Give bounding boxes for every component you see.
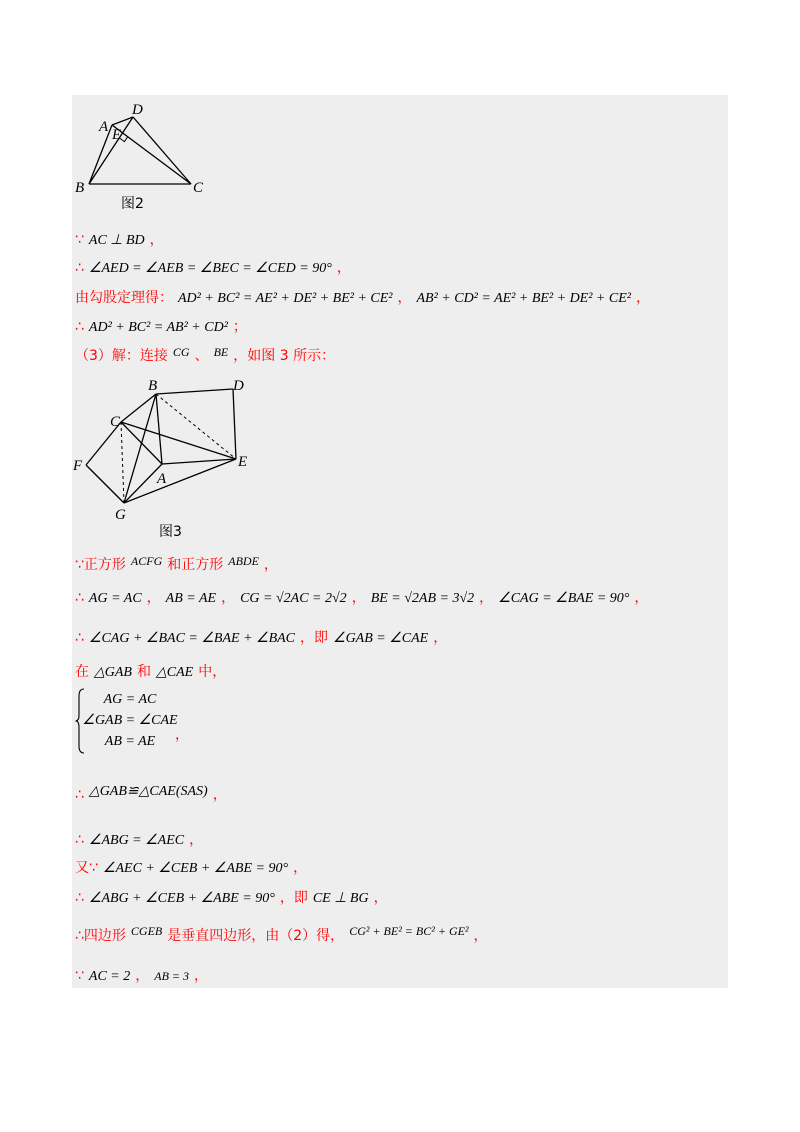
point-label-a: A: [99, 119, 109, 135]
math-expression: AB = 3: [154, 969, 190, 983]
text: 中，: [198, 664, 227, 680]
math-expression: BE: [213, 345, 229, 359]
dashed-segment-cg: [121, 422, 124, 503]
punctuation: ，: [293, 860, 308, 876]
point-label-g: G: [115, 507, 126, 523]
math-expression: ∠AEC + ∠CEB + ∠ABE = 90°: [102, 861, 289, 876]
point-label-d: D: [132, 102, 143, 118]
punctuation: ，: [635, 290, 650, 306]
math-expression: ACFG: [130, 554, 163, 568]
equation-system: [75, 688, 195, 754]
punctuation: ，: [263, 557, 278, 573]
punctuation: ，: [351, 590, 366, 606]
figure-2-caption: 图2: [121, 196, 144, 212]
math-expression: ∠CAG = ∠BAE = 90°: [498, 591, 630, 606]
segment-ge: [124, 459, 236, 503]
punctuation: ；: [232, 319, 247, 335]
solution-line-3: [75, 288, 650, 308]
text: ，如图 3 所示：: [233, 348, 336, 364]
point-label-f: F: [73, 458, 83, 474]
solution-line-2: [75, 258, 351, 278]
system-row: AB = AE: [104, 734, 156, 749]
point-label-b: B: [75, 180, 85, 196]
solution-line-9: [75, 662, 226, 682]
punctuation: ，: [433, 630, 448, 646]
math-expression: CGEB: [130, 924, 163, 938]
math-expression: CG = √2AC = 2√2: [240, 591, 347, 606]
text: ，即: [300, 630, 329, 646]
solution-line-11: [75, 830, 203, 850]
therefore-symbol: ∴: [75, 319, 84, 335]
math-expression: ∠CAG + ∠BAC = ∠BAE + ∠BAC: [88, 631, 296, 646]
dashed-segment-be: [156, 394, 236, 459]
math-expression: ∠ABG = ∠AEC: [88, 833, 185, 848]
therefore-symbol: ∴: [75, 260, 84, 276]
math-expression: ABDE: [228, 554, 259, 568]
system-row: AG = AC: [103, 692, 157, 707]
because-symbol: ∵: [75, 232, 84, 248]
point-label-e: E: [238, 454, 248, 470]
text: 是垂直四边形，由（2）得，: [167, 928, 345, 944]
text: 由勾股定理得：: [75, 290, 173, 306]
punctuation: ，: [473, 928, 488, 944]
point-label-c: C: [193, 180, 204, 196]
solution-line-6: [75, 555, 278, 575]
math-expression: ∠ABG + ∠CEB + ∠ABE = 90°: [88, 891, 275, 906]
math-expression: △GAB: [94, 665, 132, 680]
point-label-c: C: [110, 414, 121, 430]
equation-system-rows: [82, 689, 178, 752]
punctuation: ，: [479, 590, 494, 606]
text: 又∵: [75, 860, 98, 876]
point-label-a: A: [157, 471, 167, 487]
figure-3-caption: 图3: [159, 524, 182, 540]
punctuation: ，: [336, 260, 351, 276]
punctuation: ，: [634, 590, 649, 606]
text: ，即: [279, 890, 308, 906]
solution-line-13: [75, 888, 388, 908]
punctuation: 、: [194, 348, 209, 364]
because-symbol: ∵: [75, 968, 84, 984]
solution-line-14: [75, 926, 488, 946]
punctuation: ，: [373, 890, 388, 906]
point-label-b: B: [148, 378, 158, 394]
punctuation: ，: [397, 290, 412, 306]
solution-line-12: [75, 858, 307, 878]
math-expression: AG = AC: [88, 591, 142, 606]
solution-line-5: [75, 346, 335, 366]
math-expression: △CAE: [155, 665, 194, 680]
segment-ac: [112, 125, 191, 184]
text: 在: [75, 664, 89, 680]
text: 和正方形: [167, 557, 224, 573]
punctuation: ，: [189, 832, 204, 848]
math-expression: CG: [172, 345, 190, 359]
math-expression: CE ⊥ BG: [312, 891, 369, 906]
because-symbol: ∵: [75, 557, 84, 573]
punctuation: ，: [146, 590, 161, 606]
segment-bc: [121, 394, 156, 422]
segment-dc: [133, 117, 191, 184]
math-expression: BE = √2AB = 3√2: [370, 591, 475, 606]
math-expression: △GAB≌△CAE(SAS): [88, 784, 208, 799]
text: 正方形: [83, 557, 126, 573]
math-expression: AD² + BC² = AE² + DE² + BE² + CE²: [178, 291, 393, 306]
system-row: ∠GAB = ∠CAE: [82, 713, 178, 728]
therefore-symbol: ∴: [75, 890, 84, 906]
punctuation: ，: [212, 787, 227, 803]
therefore-symbol: ∴: [75, 590, 84, 606]
punctuation: ，: [221, 590, 236, 606]
math-expression: CG² + BE² = BC² + GE²: [349, 924, 469, 938]
math-expression: AC ⊥ BD: [88, 233, 145, 248]
therefore-symbol: ∴: [75, 630, 84, 646]
math-expression: ∠GAB = ∠CAE: [333, 631, 429, 646]
solution-line-8: [75, 628, 447, 648]
figure-2-diagram: [72, 95, 222, 220]
point-label-e: E: [112, 127, 122, 143]
segment-fg: [86, 465, 124, 503]
figure-3-diagram: [72, 372, 262, 547]
therefore-symbol: ∴: [75, 787, 84, 803]
therefore-symbol: ∴: [75, 832, 84, 848]
text: （3）解：连接: [75, 348, 168, 364]
segment-bd: [156, 389, 233, 394]
point-label-d: D: [233, 378, 244, 394]
math-expression: AB² + CD² = AE² + BE² + DE² + CE²: [416, 291, 631, 306]
punctuation: ，: [175, 727, 189, 743]
solution-line-15: [75, 966, 208, 986]
text: ∴四边形: [75, 928, 126, 944]
punctuation: ，: [149, 232, 164, 248]
solution-line-7: [75, 588, 648, 608]
text: 和: [136, 664, 151, 680]
punctuation: ，: [135, 968, 150, 984]
segment-de: [233, 389, 236, 459]
math-expression: ∠AED = ∠AEB = ∠BEC = ∠CED = 90°: [88, 261, 332, 276]
solution-line-10: [75, 785, 227, 805]
segment-ab: [156, 394, 162, 464]
math-expression: AD² + BC² = AB² + CD²: [88, 320, 228, 335]
punctuation: ，: [194, 968, 209, 984]
math-expression: AB = AE: [165, 591, 217, 606]
math-expression: AC = 2: [88, 969, 131, 984]
solution-line-4: [75, 317, 247, 337]
solution-line-1: [75, 230, 164, 250]
